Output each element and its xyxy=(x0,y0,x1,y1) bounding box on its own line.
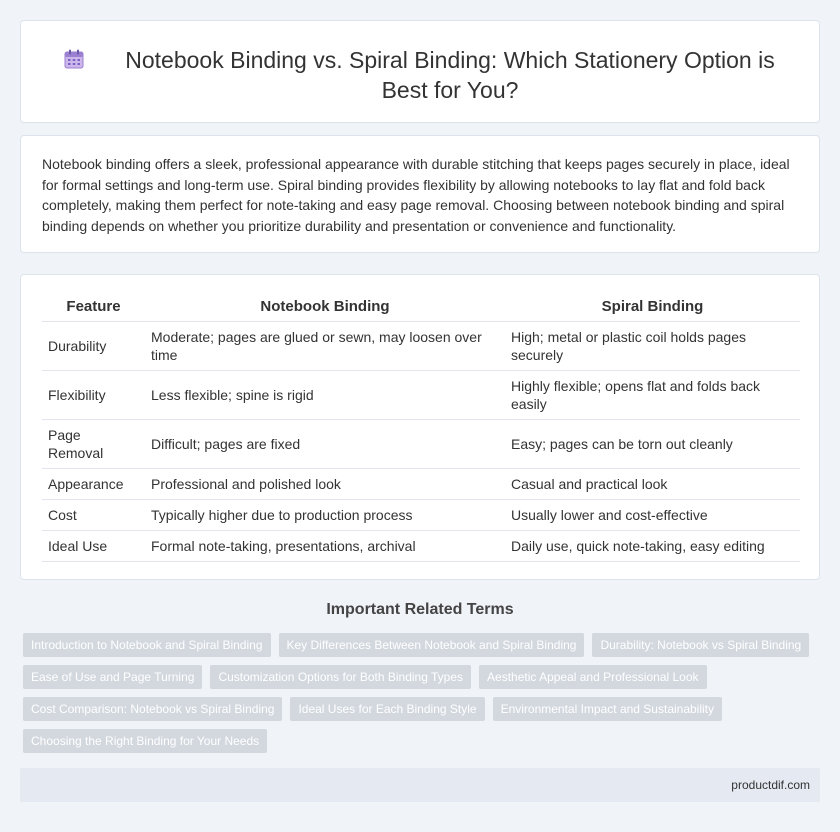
related-terms-title: Important Related Terms xyxy=(326,601,514,618)
table-cell: Cost xyxy=(42,500,145,531)
calendar-icon xyxy=(63,48,85,70)
table-row xyxy=(42,371,800,420)
table-cell: Typically higher due to production process xyxy=(145,500,505,531)
table-header-spiral: Spiral Binding xyxy=(505,293,800,322)
table-row xyxy=(42,420,800,469)
intro-paragraph: Notebook binding offers a sleek, professional appearance with durable stitching that keeps pages securely in place, ideal for formal settings and long-term use. Spiral binding provides flexibility by allowing notebooks to lay flat and fold back completely, making them perfect for note-taking and easy page removal. Choosing between notebook binding and spiral binding depends on whether you prioritize durability and presentation or convenience and functionality. xyxy=(42,156,790,234)
table-row xyxy=(42,469,800,500)
related-term-tag[interactable]: Choosing the Right Binding for Your Needs xyxy=(23,729,267,753)
related-term-tag[interactable]: Aesthetic Appeal and Professional Look xyxy=(479,665,706,689)
table-cell: Page Removal xyxy=(42,420,145,469)
table-cell: Difficult; pages are fixed xyxy=(145,420,505,469)
table-row xyxy=(42,500,800,531)
table-row xyxy=(42,531,800,562)
table-cell: Less flexible; spine is rigid xyxy=(145,371,505,420)
table-cell: Casual and practical look xyxy=(505,469,800,500)
table-header-notebook: Notebook Binding xyxy=(145,293,505,322)
related-term-tag[interactable]: Introduction to Notebook and Spiral Binding xyxy=(23,633,271,657)
table-cell: Daily use, quick note-taking, easy editing xyxy=(505,531,800,562)
table-cell: Durability xyxy=(42,322,145,371)
related-term-tag[interactable]: Ideal Uses for Each Binding Style xyxy=(290,697,484,721)
table-row xyxy=(42,322,800,371)
page-title: Notebook Binding vs. Spiral Binding: Which Stationery Option is Best for You? xyxy=(125,47,775,103)
table-cell: Usually lower and cost-effective xyxy=(505,500,800,531)
table-cell: High; metal or plastic coil holds pages securely xyxy=(505,322,800,371)
table-cell: Highly flexible; opens flat and folds back easily xyxy=(505,371,800,420)
comparison-table xyxy=(42,293,800,562)
table-header-feature: Feature xyxy=(42,293,145,322)
table-cell: Appearance xyxy=(42,469,145,500)
footer xyxy=(20,768,820,802)
table-cell: Moderate; pages are glued or sewn, may loosen over time xyxy=(145,322,505,371)
table-header-row xyxy=(42,293,800,322)
table-cell: Flexibility xyxy=(42,371,145,420)
table-cell: Professional and polished look xyxy=(145,469,505,500)
related-term-tag[interactable]: Customization Options for Both Binding Types xyxy=(210,665,471,689)
related-term-tag[interactable]: Ease of Use and Page Turning xyxy=(23,665,202,689)
comparison-table-card xyxy=(20,274,820,580)
table-cell: Formal note-taking, presentations, archival xyxy=(145,531,505,562)
intro-card xyxy=(20,135,820,253)
related-term-tag[interactable]: Cost Comparison: Notebook vs Spiral Binding xyxy=(23,697,282,721)
related-terms-list xyxy=(23,633,813,753)
related-term-tag[interactable]: Environmental Impact and Sustainability xyxy=(493,697,722,721)
table-cell: Ideal Use xyxy=(42,531,145,562)
table-cell: Easy; pages can be torn out cleanly xyxy=(505,420,800,469)
related-term-tag[interactable]: Key Differences Between Notebook and Spiral Binding xyxy=(279,633,585,657)
related-term-tag[interactable]: Durability: Notebook vs Spiral Binding xyxy=(592,633,809,657)
footer-site-link[interactable]: productdif.com xyxy=(731,778,810,792)
header-card xyxy=(20,20,820,123)
